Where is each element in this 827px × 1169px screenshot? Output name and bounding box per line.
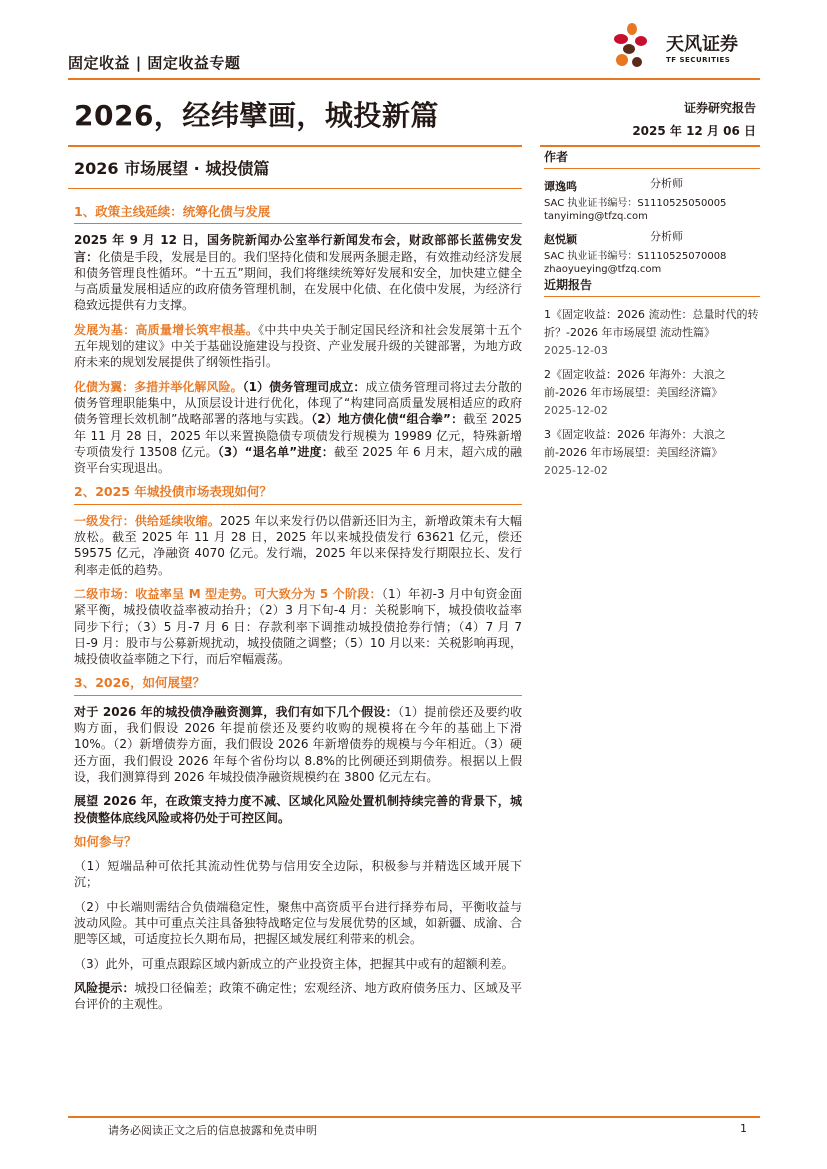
main-content bbox=[74, 204, 522, 1020]
report-list-date: 2025-12-03 bbox=[544, 344, 608, 357]
body-text: （1）提前偿还及要约收购方面，我们假设 2026 年提前偿还及要约收购的规模将在今年的基础上下滑 10%。（2）新增债券方面，我们假设 2026 年新增债券的规模与今年相近。（3）硬还方面，我们假设 2026 年每个省份均以 8.8%的比例硬还到期债券。根据以上假设，我们测算得到 2026 年城投债净融资规模约在 3800 亿元左右。 bbox=[74, 704, 522, 784]
author-card bbox=[544, 228, 760, 276]
report-title-link[interactable]: 3《固定收益：2026 年海外：大浪之前-2026 年市场展望：美国经济篇》 bbox=[544, 428, 726, 459]
paragraph bbox=[74, 513, 522, 578]
recent-reports-panel bbox=[544, 276, 760, 480]
highlight-lead: 化债为翼：多措并举化解风险。 bbox=[74, 379, 243, 394]
title-divider-right bbox=[540, 145, 760, 147]
author-role: 分析师 bbox=[650, 177, 683, 190]
subtitle-divider bbox=[68, 188, 522, 189]
report-category: 固定收益 | 固定收益专题 bbox=[68, 54, 241, 72]
author-name: 谭逸鸣 bbox=[544, 180, 577, 193]
outlook-paragraph: 展望 2026 年，在政策支持力度不减、区域化风险处置机制持续完善的背景下，城投债整体底线风险或将仍处于可控区间。 bbox=[74, 794, 522, 825]
body-text: 截至 2025 年 11 月 28 日，2025 年以来置换隐债专项债发行规模为 19989 亿元，特殊新增专项债发行 13508 亿元。 bbox=[74, 412, 523, 459]
body-text: 《中共中央关于制定国民经济和社会发展第十五个五年规划的建议》中关于基础设施建设与投资、产业发展升级的关键部署，为地方政府未来的规划发展提供了纲领性指引。 bbox=[74, 322, 522, 370]
section-heading-3: 3、2026，如何展望？ bbox=[74, 675, 522, 695]
body-text: 截至 2025 年 6 月末，超六成的融资平台实现退出。 bbox=[74, 444, 523, 476]
report-type: 证券研究报告 bbox=[683, 101, 756, 115]
paragraph bbox=[74, 322, 522, 371]
authors-heading: 作者 bbox=[544, 148, 760, 169]
author-email[interactable]: zhaoyueying@tfzq.com bbox=[544, 264, 662, 275]
footer-disclaimer: 请务必阅读正文之后的信息披露和免责申明 bbox=[108, 1124, 317, 1137]
how-to-participate-heading: 如何参与？ bbox=[74, 833, 137, 849]
report-list-item[interactable] bbox=[544, 366, 760, 420]
author-name: 赵悦颖 bbox=[544, 233, 577, 246]
section-heading-1: 1、政策主线延续：统筹化债与发展 bbox=[74, 204, 522, 224]
header-divider bbox=[68, 78, 760, 80]
report-list-date: 2025-12-02 bbox=[544, 464, 608, 477]
logo-mark-icon bbox=[614, 23, 647, 67]
lead-bold: 2025 年 9 月 12 日，国务院新闻办公室举行新闻发布会，财政部部长蓝佛安发言： bbox=[74, 233, 522, 264]
authors-panel bbox=[544, 148, 760, 276]
body-text: 化债是手段，发展是目的。我们坚持化债和发展两条腿走路，有效推动经济发展和债务管理良性循环。“十五五”期间，我们将继续统筹好发展和安全，加快建立健全与高质量发展相适应的政府债务管理机制，在发展中化债、在化债中发展，为经济行稳致远提供有力支撑。 bbox=[74, 249, 522, 313]
report-list-date: 2025-12-02 bbox=[544, 404, 608, 417]
author-email[interactable]: tanyiming@tfzq.com bbox=[544, 211, 648, 222]
title-divider-left bbox=[68, 145, 522, 147]
lead-bold: 对于 2026 年的城投债净融资测算，我们有如下几个假设： bbox=[74, 704, 398, 719]
highlight-lead: 二级市场：收益率呈 M 型走势。可大致分为 5 个阶段： bbox=[74, 586, 382, 601]
report-title-link[interactable]: 2《固定收益：2026 年海外：大浪之前-2026 年市场展望：美国经济篇》 bbox=[544, 368, 726, 399]
paragraph bbox=[74, 704, 522, 785]
author-cert: SAC 执业证书编号：S1110525070008 bbox=[544, 251, 727, 262]
report-date: 2025 年 12 月 06 日 bbox=[632, 124, 756, 138]
highlight-lead: 一级发行：供给延续收缩。 bbox=[74, 513, 220, 528]
paragraph bbox=[74, 232, 522, 313]
lead-bold: （3）“退名单”进度： bbox=[217, 444, 334, 459]
paragraph bbox=[74, 586, 522, 667]
report-list-item[interactable] bbox=[544, 426, 760, 480]
author-role: 分析师 bbox=[650, 230, 683, 243]
bullet-3: （3）此外，可重点跟踪区域内新成立的产业投资主体，把握其中或有的超额利差。 bbox=[74, 956, 514, 971]
body-text: （1）年初-3 月中旬资金面紧平衡，城投债收益率被动抬升；（2）3 月下旬-4 月：关税影响下，城投债收益率同步下行；（3）5 月-7 月 6 日：存款利率下调推动城投债抢券行情；（4）7 月 7 日-9 月：股市与公募新规扰动，城投债随之调整；（5）10 月以来：关税影响再现，城投债收益率随之下行，而后窄幅震荡。 bbox=[74, 586, 522, 667]
bullet-2: （2）中长端则需结合负债端稳定性，聚焦中高资质平台进行择券布局，平衡收益与波动风险。其中可重点关注具备独特战略定位与发展优势的区域，如新疆、成渝、合肥等区域，可适度拉长久期布局，把握区域发展红利带来的机会。 bbox=[74, 899, 522, 947]
author-card bbox=[544, 175, 760, 223]
risk-text: 城投口径偏差；政策不确定性；宏观经济、地方政府债务压力、区域及平台评价的主观性。 bbox=[74, 980, 522, 1012]
report-subtitle: 2026 市场展望 · 城投债篇 bbox=[74, 159, 270, 178]
body-text: 2025 年以来发行仍以借新还旧为主，新增政策未有大幅放松。截至 2025 年 11 月 28 日，2025 年以来城投债发行 63621 亿元，偿还 59575 亿元，净融资 4070 亿元。发行端，2025 年以来保持发行期限拉长、发行利率走低的趋势。 bbox=[74, 513, 522, 577]
recent-reports-heading: 近期报告 bbox=[544, 276, 760, 297]
logo-subtext: TF SECURITIES bbox=[666, 56, 731, 64]
author-cert: SAC 执业证书编号：S1110525050005 bbox=[544, 198, 727, 209]
lead-bold: （1）债务管理司成立： bbox=[242, 379, 366, 394]
report-list-item[interactable] bbox=[544, 306, 760, 360]
body-text: 成立债务管理司将过去分散的债务管理职能集中，从顶层设计进行优化，体现了“构建同高质量发展相适应的政府债务管理长效机制”战略部署的落地与实践。 bbox=[74, 379, 522, 427]
lead-bold: （2）地方债化债“组合拳”： bbox=[311, 412, 464, 427]
report-title: 2026，经纬擘画，城投新篇 bbox=[74, 99, 439, 132]
page-number: 1 bbox=[740, 1122, 747, 1135]
report-title-link[interactable]: 1《固定收益：2026 流动性：总量时代的转折？-2026 年市场展望 流动性篇》 bbox=[544, 308, 759, 339]
highlight-lead: 发展为基：高质量增长筑牢根基。 bbox=[74, 322, 259, 337]
logo-text: 天风证券 bbox=[666, 34, 738, 55]
risk-paragraph bbox=[74, 980, 522, 1013]
paragraph bbox=[74, 379, 522, 477]
footer-divider bbox=[68, 1116, 760, 1118]
bullet-1: （1）短端品种可依托其流动性优势与信用安全边际，积极参与并精选区域开展下沉； bbox=[74, 859, 522, 890]
risk-label: 风险提示： bbox=[74, 980, 135, 995]
section-heading-2: 2、2025 年城投债市场表现如何？ bbox=[74, 484, 522, 504]
